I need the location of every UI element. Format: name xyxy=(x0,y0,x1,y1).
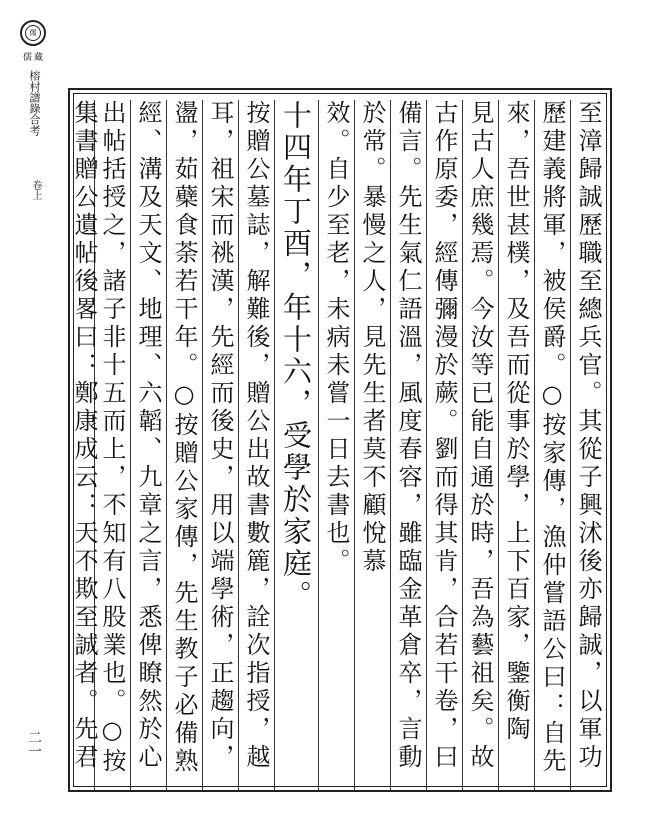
text-column-11: 耳，祖宋而祧漢，先經而後史，用以端學術，正趨向， xyxy=(202,100,238,790)
text-column-1: 至漳歸誠歷職至總兵官。其從子興沭後亦歸誠，以軍功 xyxy=(570,100,606,790)
text-column-12: 盪，茹蘗食荼若干年。○按贈公家傳，先生教子必備熟 xyxy=(166,100,202,790)
text-column-15: 集書贈公遺帖後畧曰：鄭康成云：天不欺至誠者。先君 xyxy=(70,100,98,772)
text-column-7: 於常。暴慢之人，見先生者莫不顧悅慕 xyxy=(354,100,390,790)
seal-logo-icon xyxy=(20,20,46,46)
year-heading: 十四年丁酉，年十六，受學於家庭。 xyxy=(274,100,318,790)
left-margin xyxy=(0,0,62,817)
book-title: 榕村譜錄合考 xyxy=(28,70,41,136)
page-number: 二一 xyxy=(26,730,42,758)
text-column-6: 備言。先生氣仁語溫，風度春容，雖臨金革倉卒，言動 xyxy=(390,100,426,790)
text-column-13: 經、溝及天文、地理、六韜、九章之言，悉俾瞭然於心 xyxy=(130,100,166,790)
text-column-5: 古作原委，經傳彌漫於蕨。劉而得其肯，合若干卷，曰 xyxy=(426,100,462,790)
text-column-8: 效。自少至老，未病未嘗一日去書也。 xyxy=(318,100,354,790)
text-column-3: 來，吾世甚樸，及吾而從事於學，上下百家，鑒衡陶 xyxy=(498,100,534,790)
collection-label: 儒藏 xyxy=(23,53,46,63)
text-column-4: 見古人庶幾焉。今汝等已能自通於時，吾為藝祖矣。故 xyxy=(462,100,498,790)
text-column-2: 歷建義將軍，被侯爵。○按家傳，漁仲嘗語公曰：自先 xyxy=(534,100,570,790)
text-frame xyxy=(68,88,612,792)
seal-character: 儒 xyxy=(25,25,41,41)
text-column-10: 按贈公墓誌，解難後，贈公出故書數簏，詮次指授，越 xyxy=(238,100,274,790)
text-frame-inner xyxy=(70,93,607,787)
text-column-14: 出帖括授之，諸子非十五而上，不知有八股業也。○按 xyxy=(94,100,130,790)
volume-label: 卷上 xyxy=(30,180,41,200)
